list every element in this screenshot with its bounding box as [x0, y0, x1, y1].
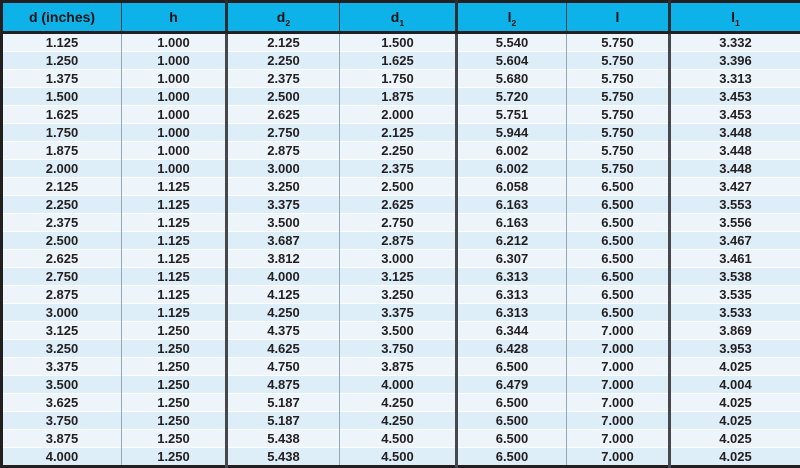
cell-d2: 5.438 — [227, 430, 340, 448]
cell-l1: 4.025 — [670, 448, 800, 467]
cell-d2: 4.125 — [227, 286, 340, 304]
cell-l: 5.750 — [567, 70, 670, 88]
cell-h: 1.000 — [122, 124, 227, 142]
table-row — [2, 286, 800, 304]
cell-l2: 6.313 — [457, 304, 567, 322]
cell-h: 1.250 — [122, 358, 227, 376]
cell-d2: 2.375 — [227, 70, 340, 88]
cell-d2: 3.000 — [227, 160, 340, 178]
cell-l2: 6.344 — [457, 322, 567, 340]
cell-d1: 4.500 — [340, 448, 457, 467]
table-row — [2, 160, 800, 178]
cell-l1: 3.467 — [670, 232, 800, 250]
cell-d1: 1.500 — [340, 33, 457, 52]
cell-d: 2.625 — [2, 250, 122, 268]
table-row — [2, 412, 800, 430]
cell-l1: 3.453 — [670, 88, 800, 106]
cell-d: 2.500 — [2, 232, 122, 250]
table-row — [2, 52, 800, 70]
cell-l1: 3.332 — [670, 33, 800, 52]
table-row — [2, 232, 800, 250]
cell-d1: 4.000 — [340, 376, 457, 394]
cell-l1: 3.453 — [670, 106, 800, 124]
cell-d1: 3.250 — [340, 286, 457, 304]
cell-h: 1.250 — [122, 322, 227, 340]
cell-l2: 6.313 — [457, 286, 567, 304]
cell-d1: 2.625 — [340, 196, 457, 214]
cell-l2: 6.058 — [457, 178, 567, 196]
cell-d1: 1.625 — [340, 52, 457, 70]
cell-d2: 3.375 — [227, 196, 340, 214]
cell-l2: 6.163 — [457, 196, 567, 214]
cell-h: 1.000 — [122, 160, 227, 178]
table-row — [2, 70, 800, 88]
cell-l: 5.750 — [567, 106, 670, 124]
cell-d2: 2.250 — [227, 52, 340, 70]
column-header-l: l — [567, 2, 670, 33]
table-row — [2, 142, 800, 160]
cell-h: 1.250 — [122, 376, 227, 394]
cell-d1: 2.375 — [340, 160, 457, 178]
cell-d2: 2.625 — [227, 106, 340, 124]
table-row — [2, 268, 800, 286]
cell-d: 3.875 — [2, 430, 122, 448]
cell-h: 1.000 — [122, 88, 227, 106]
cell-d2: 4.750 — [227, 358, 340, 376]
table-row — [2, 33, 800, 52]
cell-l2: 5.604 — [457, 52, 567, 70]
column-header-d: d (inches) — [2, 2, 122, 33]
cell-l: 5.750 — [567, 33, 670, 52]
cell-h: 1.000 — [122, 106, 227, 124]
cell-d: 2.750 — [2, 268, 122, 286]
cell-l2: 6.307 — [457, 250, 567, 268]
table-row — [2, 448, 800, 467]
table-row — [2, 430, 800, 448]
cell-l2: 5.751 — [457, 106, 567, 124]
table-row — [2, 214, 800, 232]
cell-l: 6.500 — [567, 178, 670, 196]
cell-l1: 4.025 — [670, 394, 800, 412]
cell-l2: 6.428 — [457, 340, 567, 358]
cell-d: 3.500 — [2, 376, 122, 394]
column-header-l2: $l_2$ — [457, 2, 567, 33]
cell-d2: 3.500 — [227, 214, 340, 232]
cell-l: 7.000 — [567, 412, 670, 430]
cell-d2: 3.250 — [227, 178, 340, 196]
table-row — [2, 376, 800, 394]
cell-d2: 4.000 — [227, 268, 340, 286]
cell-d1: 2.750 — [340, 214, 457, 232]
cell-d2: 2.750 — [227, 124, 340, 142]
cell-d1: 3.375 — [340, 304, 457, 322]
cell-l1: 3.448 — [670, 142, 800, 160]
cell-l: 7.000 — [567, 430, 670, 448]
cell-d2: 5.438 — [227, 448, 340, 467]
cell-l: 7.000 — [567, 448, 670, 467]
cell-h: 1.125 — [122, 286, 227, 304]
cell-h: 1.125 — [122, 232, 227, 250]
cell-l1: 3.448 — [670, 160, 800, 178]
cell-d2: 3.812 — [227, 250, 340, 268]
column-header-h: h — [122, 2, 227, 33]
cell-d1: 3.500 — [340, 322, 457, 340]
table-header — [2, 2, 800, 33]
cell-d: 3.125 — [2, 322, 122, 340]
cell-h: 1.250 — [122, 394, 227, 412]
table-row — [2, 358, 800, 376]
cell-l: 5.750 — [567, 160, 670, 178]
cell-d: 2.125 — [2, 178, 122, 196]
cell-d: 1.250 — [2, 52, 122, 70]
cell-d: 1.875 — [2, 142, 122, 160]
cell-d2: 2.875 — [227, 142, 340, 160]
cell-l2: 6.313 — [457, 268, 567, 286]
cell-l: 5.750 — [567, 88, 670, 106]
cell-d: 3.000 — [2, 304, 122, 322]
cell-d: 1.375 — [2, 70, 122, 88]
cell-d1: 3.125 — [340, 268, 457, 286]
table-row — [2, 88, 800, 106]
cell-d1: 1.875 — [340, 88, 457, 106]
cell-l: 6.500 — [567, 250, 670, 268]
cell-d: 2.875 — [2, 286, 122, 304]
cell-l: 6.500 — [567, 196, 670, 214]
table-row — [2, 178, 800, 196]
cell-h: 1.125 — [122, 196, 227, 214]
cell-l2: 6.002 — [457, 160, 567, 178]
cell-h: 1.250 — [122, 340, 227, 358]
cell-l2: 6.163 — [457, 214, 567, 232]
cell-l: 7.000 — [567, 376, 670, 394]
cell-l: 6.500 — [567, 304, 670, 322]
cell-l1: 3.427 — [670, 178, 800, 196]
cell-h: 1.125 — [122, 268, 227, 286]
cell-l2: 6.500 — [457, 358, 567, 376]
cell-l1: 3.396 — [670, 52, 800, 70]
table-row — [2, 124, 800, 142]
cell-d1: 2.500 — [340, 178, 457, 196]
cell-l2: 5.680 — [457, 70, 567, 88]
cell-d: 2.375 — [2, 214, 122, 232]
cell-l: 7.000 — [567, 340, 670, 358]
cell-h: 1.125 — [122, 304, 227, 322]
cell-h: 1.000 — [122, 33, 227, 52]
cell-d2: 3.687 — [227, 232, 340, 250]
cell-l: 5.750 — [567, 124, 670, 142]
cell-l2: 5.944 — [457, 124, 567, 142]
cell-d: 2.250 — [2, 196, 122, 214]
table-body — [2, 33, 800, 467]
cell-d1: 2.250 — [340, 142, 457, 160]
cell-l1: 3.448 — [670, 124, 800, 142]
cell-d2: 4.625 — [227, 340, 340, 358]
cell-d1: 4.250 — [340, 412, 457, 430]
cell-l2: 6.500 — [457, 394, 567, 412]
cell-l2: 6.212 — [457, 232, 567, 250]
cell-l2: 6.002 — [457, 142, 567, 160]
cell-d: 4.000 — [2, 448, 122, 467]
column-header-d1: $d_1$ — [340, 2, 457, 33]
cell-l1: 4.025 — [670, 412, 800, 430]
cell-h: 1.250 — [122, 430, 227, 448]
cell-d2: 2.125 — [227, 33, 340, 52]
cell-d2: 5.187 — [227, 412, 340, 430]
cell-d1: 1.750 — [340, 70, 457, 88]
cell-l1: 3.313 — [670, 70, 800, 88]
table-row — [2, 106, 800, 124]
cell-d1: 3.000 — [340, 250, 457, 268]
cell-d1: 4.250 — [340, 394, 457, 412]
cell-l2: 6.500 — [457, 430, 567, 448]
cell-d1: 2.125 — [340, 124, 457, 142]
header-row — [2, 2, 800, 33]
cell-l: 5.750 — [567, 52, 670, 70]
cell-l1: 3.553 — [670, 196, 800, 214]
cell-d2: 2.500 — [227, 88, 340, 106]
cell-l1: 4.004 — [670, 376, 800, 394]
cell-l: 7.000 — [567, 394, 670, 412]
cell-d1: 3.875 — [340, 358, 457, 376]
table-row — [2, 250, 800, 268]
cell-h: 1.125 — [122, 250, 227, 268]
cell-l1: 3.556 — [670, 214, 800, 232]
cell-h: 1.250 — [122, 448, 227, 467]
cell-d: 2.000 — [2, 160, 122, 178]
cell-d2: 4.875 — [227, 376, 340, 394]
cell-l: 6.500 — [567, 286, 670, 304]
column-header-d2: $d_2$ — [227, 2, 340, 33]
cell-h: 1.250 — [122, 412, 227, 430]
cell-d: 1.625 — [2, 106, 122, 124]
cell-d: 3.375 — [2, 358, 122, 376]
cell-l2: 5.720 — [457, 88, 567, 106]
cell-l: 6.500 — [567, 268, 670, 286]
cell-l2: 6.500 — [457, 412, 567, 430]
cell-l: 6.500 — [567, 232, 670, 250]
cell-h: 1.125 — [122, 178, 227, 196]
cell-l: 5.750 — [567, 142, 670, 160]
cell-h: 1.000 — [122, 52, 227, 70]
cell-d1: 4.500 — [340, 430, 457, 448]
table-row — [2, 340, 800, 358]
cell-l1: 3.953 — [670, 340, 800, 358]
cell-l1: 3.535 — [670, 286, 800, 304]
cell-l: 7.000 — [567, 358, 670, 376]
cell-h: 1.000 — [122, 70, 227, 88]
cell-d: 3.250 — [2, 340, 122, 358]
cell-l2: 5.540 — [457, 33, 567, 52]
cell-l1: 3.869 — [670, 322, 800, 340]
cell-l2: 6.479 — [457, 376, 567, 394]
table-row — [2, 196, 800, 214]
cell-l1: 3.538 — [670, 268, 800, 286]
cell-l1: 4.025 — [670, 430, 800, 448]
cell-d: 1.750 — [2, 124, 122, 142]
table-row — [2, 394, 800, 412]
table-row — [2, 304, 800, 322]
cell-d1: 2.000 — [340, 106, 457, 124]
cell-d1: 3.750 — [340, 340, 457, 358]
cell-d1: 2.875 — [340, 232, 457, 250]
cell-l2: 6.500 — [457, 448, 567, 467]
cell-d2: 5.187 — [227, 394, 340, 412]
column-header-l1: $l_1$ — [670, 2, 800, 33]
cell-d2: 4.375 — [227, 322, 340, 340]
cell-d: 1.125 — [2, 33, 122, 52]
cell-l1: 3.533 — [670, 304, 800, 322]
cell-d: 3.625 — [2, 394, 122, 412]
cell-l: 6.500 — [567, 214, 670, 232]
cell-h: 1.125 — [122, 214, 227, 232]
cell-d2: 4.250 — [227, 304, 340, 322]
cell-d: 3.750 — [2, 412, 122, 430]
table-row — [2, 322, 800, 340]
cell-h: 1.000 — [122, 142, 227, 160]
cell-d: 1.500 — [2, 88, 122, 106]
cell-l1: 4.025 — [670, 358, 800, 376]
cell-l: 7.000 — [567, 322, 670, 340]
cell-l1: 3.461 — [670, 250, 800, 268]
